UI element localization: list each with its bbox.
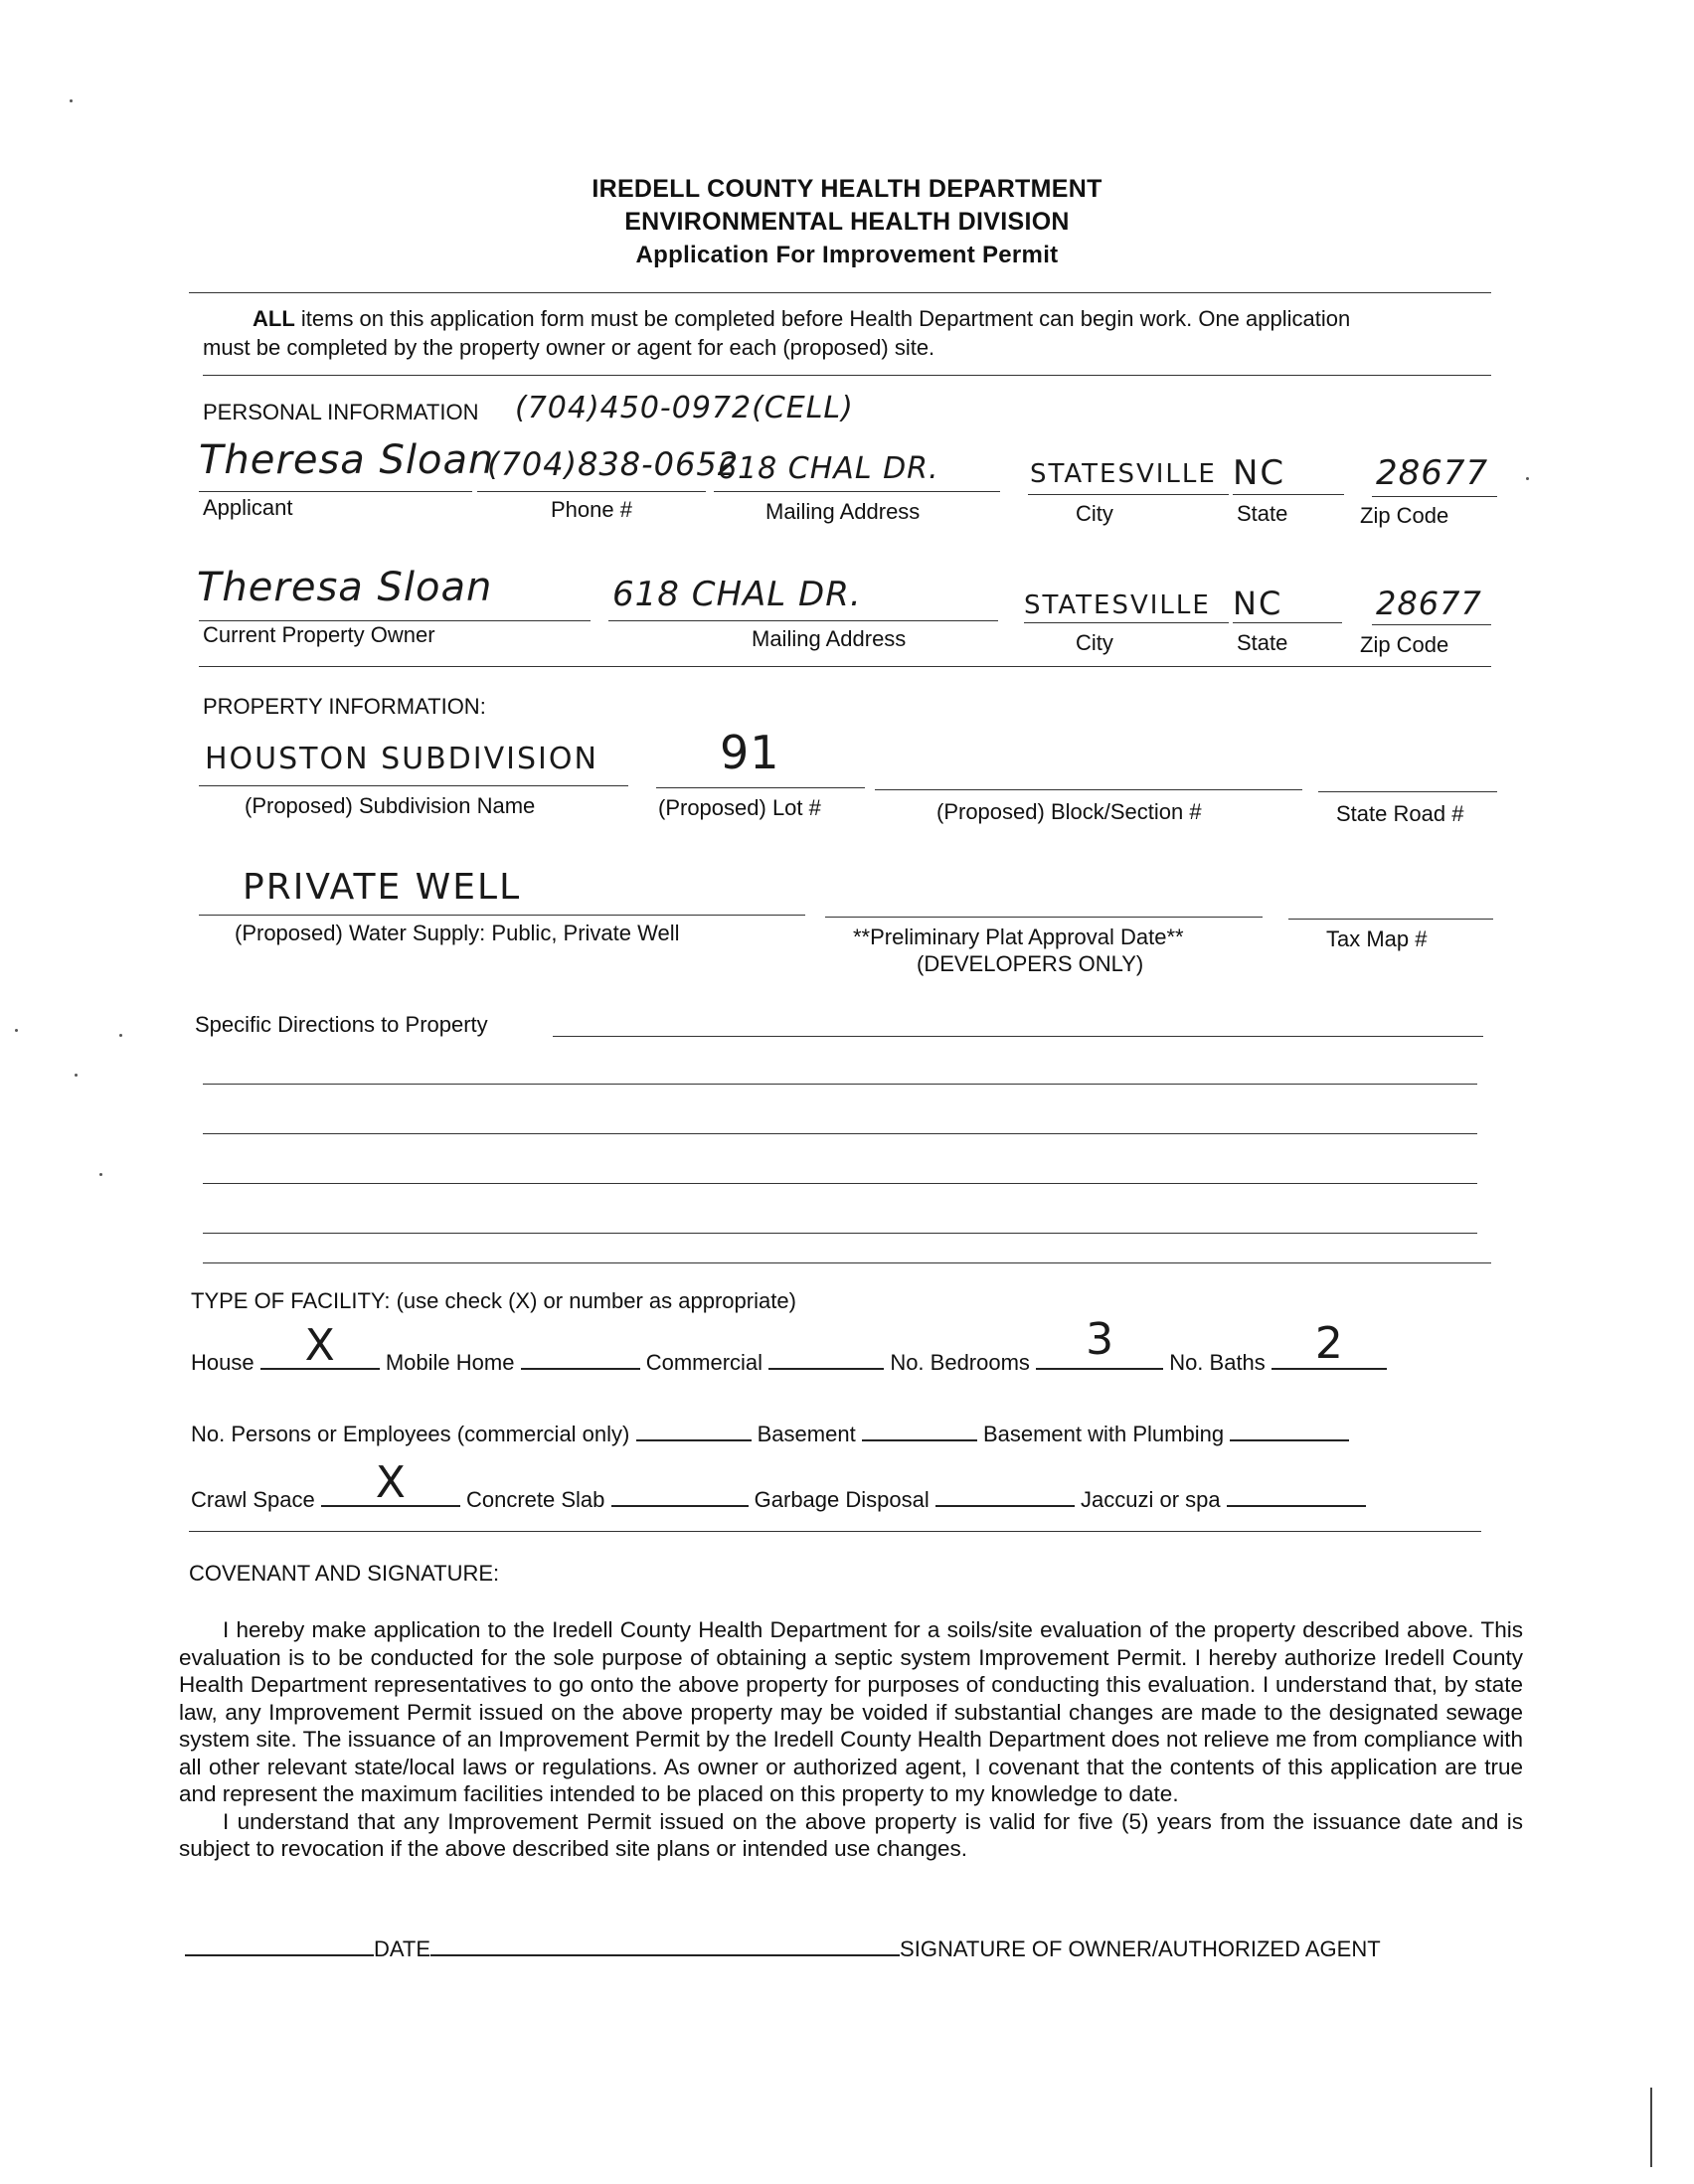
- applicant-zip-value[interactable]: 28677: [1376, 453, 1489, 493]
- applicant-state-line: [1233, 494, 1344, 495]
- owner-address-label: Mailing Address: [752, 626, 907, 651]
- tax-map-line: [1288, 919, 1493, 920]
- covenant-label: COVENANT AND SIGNATURE:: [189, 1561, 500, 1586]
- facility-row-2: [191, 1420, 1349, 1447]
- applicant-address-label: Mailing Address: [765, 499, 921, 524]
- signature-label: SIGNATURE OF OWNER/AUTHORIZED AGENT: [900, 1936, 1381, 1961]
- applicant-state-label: State: [1237, 501, 1288, 526]
- facility-row-3: [191, 1457, 1366, 1513]
- intro-line-1: [253, 306, 1350, 332]
- plat-approval-label: **Preliminary Plat Approval Date**: [853, 924, 1184, 949]
- concrete-slab-field[interactable]: [611, 1485, 749, 1507]
- divider: [203, 375, 1491, 376]
- baths-label: No. Baths: [1169, 1350, 1266, 1375]
- bedrooms-label: No. Bedrooms: [890, 1350, 1030, 1375]
- divider: [189, 1531, 1481, 1532]
- scan-artifact: [70, 99, 73, 102]
- owner-city-value[interactable]: STATESVILLE: [1024, 590, 1211, 620]
- tax-map-label: Tax Map #: [1326, 926, 1428, 951]
- plat-date-line: [825, 917, 1263, 918]
- owner-label: Current Property Owner: [203, 622, 435, 647]
- basement-label: Basement: [757, 1422, 856, 1446]
- personal-info-label: PERSONAL INFORMATION: [203, 400, 479, 424]
- divider: [203, 1262, 1491, 1263]
- scan-artifact: [1526, 477, 1529, 480]
- intro-text: items on this application form must be completed before Health Department can begin work. One application: [294, 306, 1351, 331]
- applicant-phone-line: [477, 491, 706, 492]
- block-label: (Proposed) Block/Section #: [936, 799, 1202, 824]
- commercial-label: Commercial: [645, 1350, 763, 1375]
- applicant-label: Applicant: [203, 495, 293, 520]
- state-road-label: State Road #: [1336, 801, 1464, 826]
- water-supply-line: [199, 915, 805, 916]
- owner-address-value[interactable]: 618 CHAL DR.: [612, 575, 862, 614]
- directions-line-2: [203, 1084, 1477, 1085]
- owner-zip-label: Zip Code: [1360, 632, 1449, 657]
- bedrooms-field[interactable]: [1036, 1314, 1163, 1370]
- owner-address-line: [608, 620, 998, 621]
- covenant-paragraph-1: I hereby make application to the Iredell County Health Department for a soils/site evaluation of the property described above. This evaluation is to be conducted for the sole purpose of obtaining a septic system Improvement Permit. I hereby authorize Iredell County Health Department representatives to go onto the above property for purposes of conducting this evaluation. I understand that, by state law, any Improvement Permit issued on the above property may be voided if substantial changes are made to the designated sewage system site. The issuance of an Improvement Permit by the Iredell County Health Department does not relieve me from compliance with all other relevant state/local laws or regulations. As owner or authorized agent, I covenant that the contents of this application are true and represent the maximum facilities intended to be placed on this property to my knowledge to date.: [179, 1617, 1523, 1806]
- concrete-slab-label: Concrete Slab: [465, 1487, 605, 1512]
- form-title: Application For Improvement Permit: [635, 242, 1059, 268]
- state-road-line: [1318, 791, 1497, 792]
- jacuzzi-field[interactable]: [1227, 1485, 1366, 1507]
- water-supply-value[interactable]: PRIVATE WELL: [243, 867, 522, 908]
- directions-label: Specific Directions to Property: [195, 1012, 488, 1037]
- cell-phone-value[interactable]: (704)450-0972(CELL): [515, 391, 854, 425]
- persons-label: No. Persons or Employees (commercial only): [191, 1422, 630, 1446]
- basement-plumbing-label: Basement with Plumbing: [982, 1422, 1225, 1446]
- owner-name-value[interactable]: Theresa Sloan: [197, 565, 493, 610]
- division-title: ENVIRONMENTAL HEALTH DIVISION: [624, 208, 1070, 236]
- commercial-field[interactable]: [768, 1348, 884, 1370]
- garbage-disposal-label: Garbage Disposal: [754, 1487, 930, 1512]
- date-field[interactable]: [430, 1934, 900, 1956]
- applicant-name-line: [199, 491, 472, 492]
- lot-line: [656, 787, 865, 788]
- property-info-label: PROPERTY INFORMATION:: [203, 694, 486, 719]
- applicant-address-value[interactable]: 618 CHAL DR.: [718, 451, 939, 486]
- subdivision-label: (Proposed) Subdivision Name: [245, 793, 536, 818]
- bedrooms-value: 3: [1086, 1314, 1114, 1365]
- directions-line-4: [203, 1183, 1477, 1184]
- date-label: DATE: [374, 1936, 431, 1961]
- applicant-name-value[interactable]: Theresa Sloan: [199, 437, 495, 483]
- intro-bold-lead: ALL: [253, 306, 295, 331]
- directions-line-5: [203, 1233, 1477, 1234]
- persons-field[interactable]: [636, 1420, 752, 1441]
- baths-value: 2: [1314, 1318, 1343, 1369]
- house-value: X: [304, 1320, 335, 1371]
- applicant-city-value[interactable]: STATESVILLE: [1030, 459, 1217, 489]
- developers-only-label: (DEVELOPERS ONLY): [917, 951, 1144, 976]
- facility-row-1: [191, 1314, 1387, 1376]
- crawl-space-value: X: [375, 1457, 406, 1508]
- lot-number-value[interactable]: 91: [720, 726, 780, 779]
- owner-state-line: [1233, 622, 1342, 623]
- owner-state-value[interactable]: NC: [1233, 585, 1283, 622]
- basement-plumbing-field[interactable]: [1230, 1420, 1349, 1441]
- owner-city-label: City: [1076, 630, 1113, 655]
- covenant-text: [179, 1616, 1523, 1863]
- pre-date-field[interactable]: [185, 1934, 374, 1956]
- directions-line-3: [203, 1133, 1477, 1134]
- applicant-phone-value[interactable]: (704)838-0652: [487, 445, 740, 483]
- owner-zip-value[interactable]: 28677: [1376, 585, 1482, 622]
- applicant-city-line: [1028, 494, 1229, 495]
- intro-line-2: must be completed by the property owner or agent for each (proposed) site.: [203, 335, 935, 360]
- scan-artifact: [15, 1029, 18, 1032]
- scan-edge-mark: [1650, 2088, 1652, 2167]
- divider: [189, 292, 1491, 293]
- scan-artifact: [99, 1173, 102, 1176]
- crawl-space-field[interactable]: [321, 1457, 460, 1508]
- subdivision-line: [199, 785, 628, 786]
- facility-label: TYPE OF FACILITY: (use check (X) or number as appropriate): [191, 1288, 796, 1313]
- house-field[interactable]: [260, 1320, 380, 1371]
- mobile-home-field[interactable]: [521, 1348, 640, 1370]
- mobile-home-label: Mobile Home: [385, 1350, 515, 1375]
- water-supply-label: (Proposed) Water Supply: Public, Private Well: [235, 921, 680, 945]
- house-label: House: [191, 1350, 254, 1375]
- covenant-paragraph-2: I understand that any Improvement Permit issued on the above property is valid for five (5) years from the issuance date and is subject to revocation if the above described site plans or intended use changes.: [179, 1808, 1523, 1861]
- phone-label: Phone #: [551, 497, 632, 522]
- garbage-disposal-field[interactable]: [935, 1485, 1075, 1507]
- applicant-address-line: [714, 491, 1000, 492]
- owner-state-label: State: [1237, 630, 1288, 655]
- baths-field[interactable]: [1271, 1318, 1387, 1370]
- divider: [199, 666, 1491, 667]
- applicant-state-value[interactable]: NC: [1233, 453, 1286, 493]
- applicant-zip-label: Zip Code: [1360, 503, 1449, 528]
- scan-artifact: [75, 1074, 78, 1077]
- jacuzzi-label: Jaccuzi or spa: [1081, 1487, 1221, 1512]
- crawl-space-label: Crawl Space: [191, 1487, 315, 1512]
- basement-field[interactable]: [862, 1420, 977, 1441]
- lot-label: (Proposed) Lot #: [658, 795, 821, 820]
- department-title: IREDELL COUNTY HEALTH DEPARTMENT: [592, 175, 1102, 203]
- subdivision-name-value[interactable]: HOUSTON SUBDIVISION: [205, 742, 598, 776]
- scan-artifact: [119, 1034, 122, 1037]
- owner-name-line: [199, 620, 591, 621]
- directions-line-1: [553, 1036, 1483, 1037]
- applicant-zip-line: [1372, 496, 1497, 497]
- owner-city-line: [1024, 622, 1229, 623]
- block-line: [875, 789, 1302, 790]
- applicant-city-label: City: [1076, 501, 1113, 526]
- signature-row: [185, 1934, 1381, 1962]
- owner-zip-line: [1372, 624, 1491, 625]
